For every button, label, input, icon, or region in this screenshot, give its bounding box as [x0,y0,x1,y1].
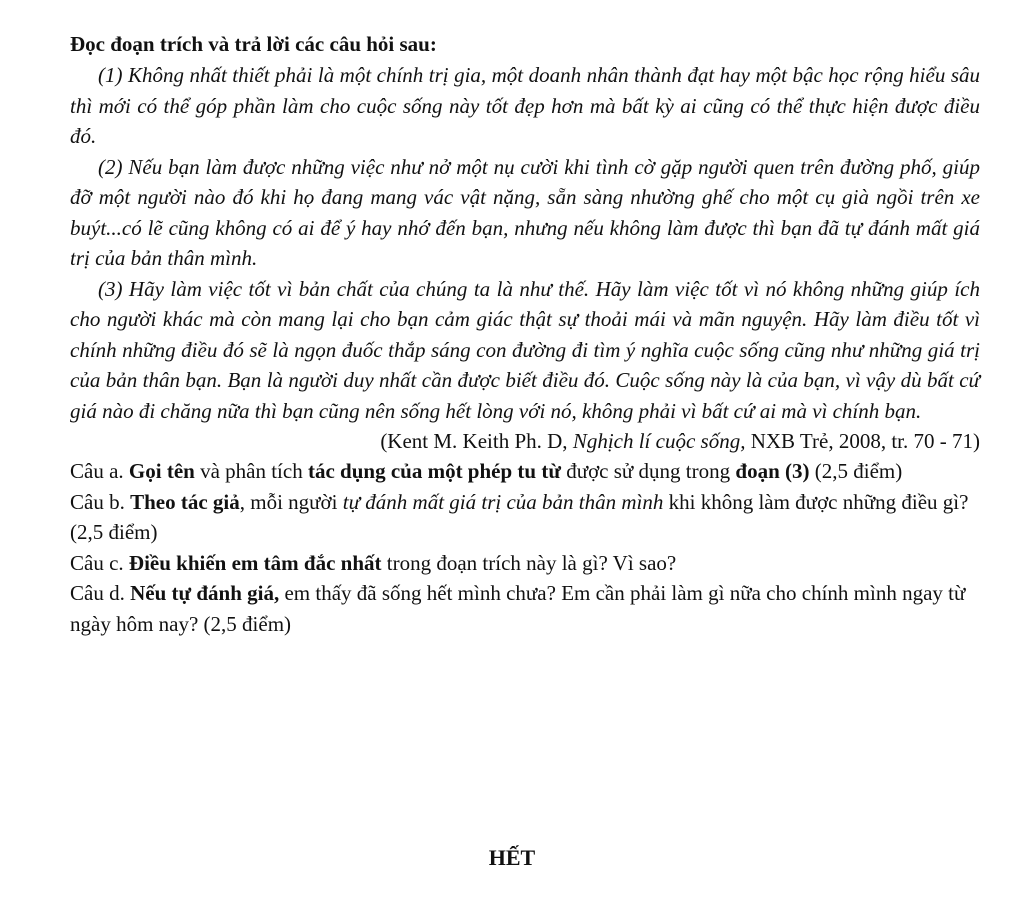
question-d [70,578,980,639]
question-a-points: (2,5 điểm) [809,459,903,483]
citation-publisher: NXB Trẻ, 2008, tr. 70 - 71) [745,429,980,453]
question-a-bold-3: đoạn (3) [735,459,810,483]
source-citation [70,426,980,456]
instruction-heading: Đọc đoạn trích và trả lời các câu hỏi sau: [70,32,437,56]
excerpt-paragraph-3: (3) Hãy làm việc tốt vì bản chất của chúng ta là như thế. Hãy làm việc tốt vì nó không những giúp ích cho người khác mà còn mang lại cho bạn cảm giác thật sự thoải mái và mãn nguyện. Hãy làm điều tốt vì chính những điều đó sẽ là ngọn đuốc thắp sáng con đường đi tìm ý nghĩa cuộc sống cũng như những giá trị của bản thân bạn. Bạn là người duy nhất cần được biết điều đó. Cuộc sống này là của bạn, vì vậy dù bất cứ giá nào đi chăng nữa thì bạn cũng nên sống hết lòng với nó, không phải vì bất cứ ai mà vì chính bạn. [70,276,980,423]
question-a-bold-1: Gọi tên [128,459,195,483]
question-d-text-1: em thấy đã sống hết mình chưa? Em cần phải làm gì nữa cho chính mình ngay từ ngày hôm nay? (2,5 điểm) [70,581,966,636]
citation-author: (Kent M. Keith Ph. D, [380,429,573,453]
question-b-text-2: khi không làm được những điều gì? (2,5 điểm) [70,489,969,544]
excerpt-paragraph-2: (2) Nếu bạn làm được những việc như nở một nụ cười khi tình cờ gặp người quen trên đường phố, giúp đỡ một người nào đó khi họ đang mang vác vật nặng, sẵn sàng nhường ghế cho một cụ già ngồi trên xe buýt...có lẽ cũng không có ai để ý hay nhớ đến bạn, nhưng nếu không làm được thì bạn đã tự đánh mất giá trị của bản thân mình. [70,154,980,270]
excerpt-paragraph-1: (1) Không nhất thiết phải là một chính trị gia, một doanh nhân thành đạt hay một bậc học rộng hiểu sâu thì mới có thể góp phần làm cho cuộc sống này tốt đẹp hơn mà bất kỳ ai cũng có thể thực hiện được điều đó. [70,63,980,148]
question-a-text-1: và phân tích [194,459,308,483]
citation-title: Nghịch lí cuộc sống, [572,429,746,453]
question-c-text-1: trong đoạn trích này là gì? Vì sao? [381,550,677,575]
end-mark: HẾT [488,845,536,870]
question-a-bold-2: tác dụng của một phép tu từ [307,459,561,483]
question-b-bold-1: Theo tác giả [130,489,240,514]
question-c-label: Câu c. [70,550,129,575]
question-c-bold-1: Điều khiến em tâm đắc nhất [128,550,382,575]
question-c [70,548,980,579]
question-b-italic-1: tự đánh mất giá trị của bản thân mình [342,489,664,514]
question-b-text-1: , mỗi người [239,489,343,514]
question-a-label: Câu a. [70,459,129,483]
question-b-label: Câu b. [70,489,131,514]
question-a [70,456,980,487]
question-a-text-2: được sử dụng trong [560,459,736,483]
question-d-label: Câu d. [70,581,131,605]
question-b [70,487,980,548]
question-d-bold-1: Nếu tự đánh giá, [130,581,280,605]
